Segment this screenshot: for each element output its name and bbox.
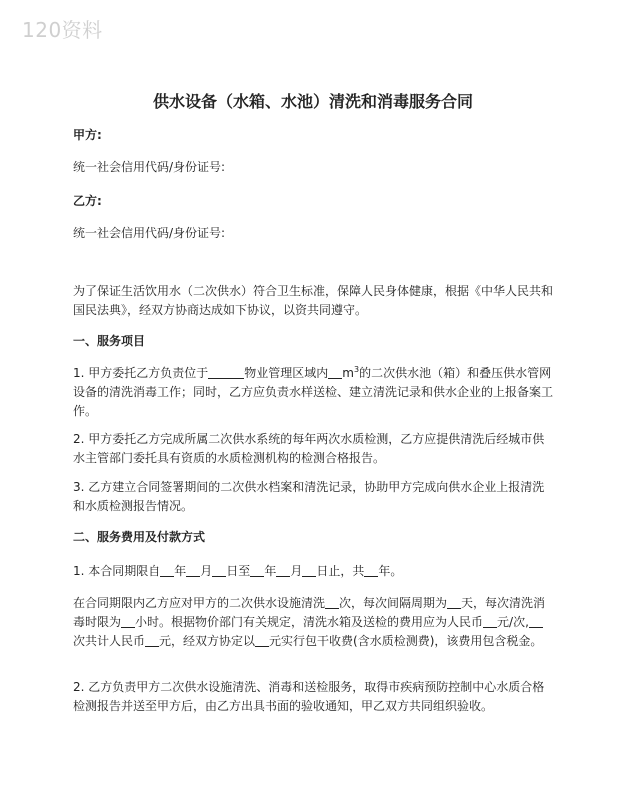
blank-field — [447, 594, 461, 609]
intro-paragraph: 为了保证生活饮用水（二次供水）符合卫生标准，保障人民身体健康，根据《中华人民共和国民法典》，经双方协商达成如下协议，以资共同遵守。 — [73, 284, 554, 317]
section-2-heading: 二、服务费用及付款方式 — [73, 530, 206, 544]
blank-field — [302, 562, 316, 577]
section-2-fee-paragraph: 在合同期限内乙方应对甲方的二次供水设施清洗 次，每次间隔周期为 天，每次清洗消毒时限为 小时。根据物价部门有关规定，清洗水箱及送检的费用应为人民币 元/次,次共计人民币 元，经双方协定以 元实行包干收费(含水质检测费)，该费用包含税金。 — [73, 596, 546, 648]
blank-field — [255, 632, 269, 647]
section-1-clause-3: 3. 乙方建立合同签署期间的二次供水档案和清洗记录，协助甲方完成向供水企业上报清洗和水质检测报告情况。 — [73, 480, 545, 513]
blank-field — [529, 613, 543, 628]
blank-field — [160, 562, 174, 577]
blank-field — [121, 613, 135, 628]
blank-field — [186, 562, 200, 577]
blank-field — [212, 562, 226, 577]
blank-field — [364, 562, 378, 577]
blank-field — [325, 594, 339, 609]
party-b-label: 乙方: — [73, 194, 102, 208]
blank-field — [250, 562, 264, 577]
blank-field — [208, 364, 244, 379]
section-1-clause-1: 1. 甲方委托乙方负责位于 物业管理区域内 $m^3$的二次供水池（箱）和叠压供水管网设备的清洗消毒工作；同时，乙方应负责水样送检、建立清洗记录和供水企业的上报备案工作。 — [73, 365, 554, 418]
blank-field — [276, 562, 290, 577]
document-title: 供水设备（水箱、水池）清洗和消毒服务合同 — [152, 92, 473, 111]
blank-field — [483, 613, 497, 628]
blank-field — [145, 632, 159, 647]
section-1-clause-2: 2. 甲方委托乙方完成所属二次供水系统的每年两次水质检测，乙方应提供清洗后经城市供水主管部门委托具有资质的水质检测机构的检测合格报告。 — [73, 432, 545, 465]
blank-field — [328, 364, 342, 379]
section-1-heading: 一、服务项目 — [73, 334, 146, 348]
section-2-clause-2: 2. 乙方负责甲方二次供水设施清洗、消毒和送检服务，取得市疾病预防控制中心水质合格检测报告并送至甲方后，由乙方出具书面的验收通知，甲乙双方共同组织验收。 — [73, 680, 545, 713]
party-a-id-label: 统一社会信用代码/身份证号: — [73, 160, 226, 174]
party-b-id-label: 统一社会信用代码/身份证号: — [73, 226, 226, 240]
watermark-logo: 120资料 — [22, 18, 103, 42]
party-a-label: 甲方: — [73, 128, 102, 142]
section-2-clause-1: 1. 本合同期限自 年 月 日至 年 月 日止，共 年。 — [73, 564, 403, 578]
